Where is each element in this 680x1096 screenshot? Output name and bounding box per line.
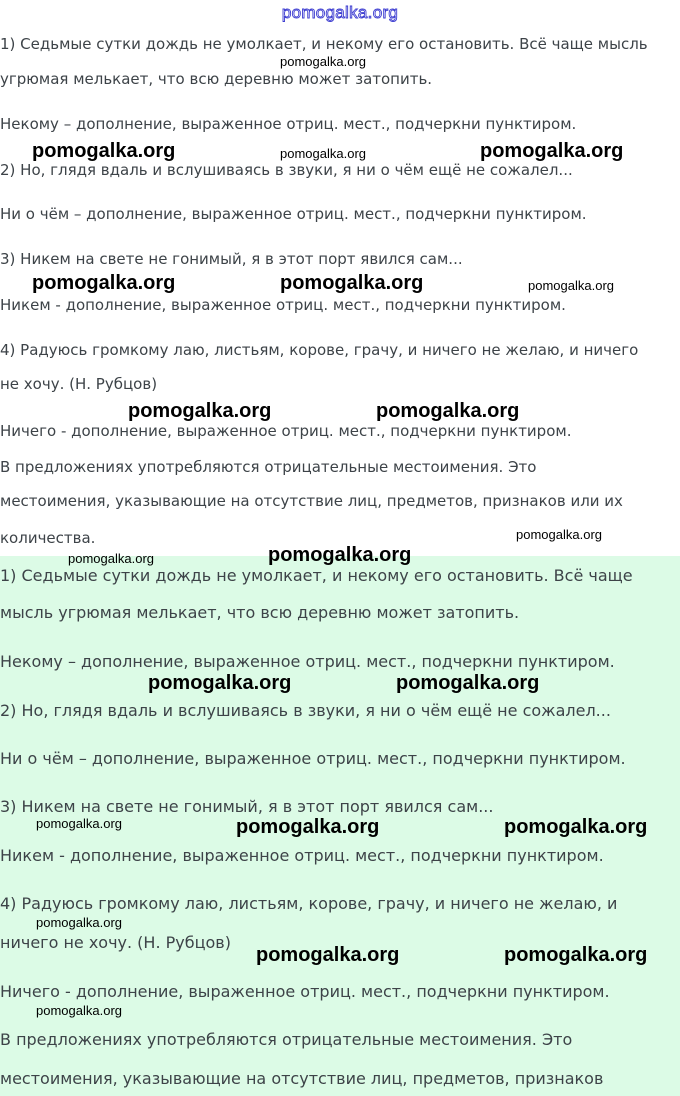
watermark: pomogalka.org bbox=[36, 1003, 122, 1018]
text-line: мысль угрюмая мелькает, что всю деревню может затопить. bbox=[0, 603, 520, 622]
watermark: pomogalka.org bbox=[396, 672, 540, 694]
text-line: 4) Радуюсь громкому лаю, листьям, корове, грачу, и ничего не желаю, и ничего bbox=[0, 341, 639, 359]
watermark: pomogalka.org bbox=[236, 816, 380, 838]
watermark: pomogalka.org bbox=[528, 278, 614, 293]
text-line: угрюмая мелькает, что всю деревню может затопить. bbox=[0, 70, 433, 88]
text-line: В предложениях употребляются отрицательные местоимения. Это bbox=[0, 1030, 573, 1049]
watermark: pomogalka.org bbox=[32, 140, 176, 162]
text-line: местоимения, указывающие на отсутствие лиц, предметов, признаков bbox=[0, 1069, 604, 1088]
watermark: pomogalka.org bbox=[280, 146, 366, 161]
text-line: Никем - дополнение, выраженное отриц. мест., подчеркни пунктиром. bbox=[0, 296, 566, 314]
text-line: Никем - дополнение, выраженное отриц. мест., подчеркни пунктиром. bbox=[0, 846, 604, 865]
text-line: ничего не хочу. (Н. Рубцов) bbox=[0, 933, 231, 952]
text-line: Ни о чём – дополнение, выраженное отриц. мест., подчеркни пунктиром. bbox=[0, 205, 587, 223]
text-line: Ничего - дополнение, выраженное отриц. мест., подчеркни пунктиром. bbox=[0, 982, 610, 1001]
watermark: pomogalka.org bbox=[280, 272, 424, 294]
text-line: 3) Никем на свете не гонимый, я в этот порт явился сам... bbox=[0, 797, 494, 816]
site-logo[interactable]: pomogalka.org bbox=[281, 3, 399, 22]
text-line: 1) Седьмые сутки дождь не умолкает, и некому его остановить. Всё чаще мысль bbox=[0, 35, 648, 53]
text-line: местоимения, указывающие на отсутствие лиц, предметов, признаков или их bbox=[0, 492, 623, 510]
text-line: В предложениях употребляются отрицательные местоимения. Это bbox=[0, 458, 537, 476]
text-line: не хочу. (Н. Рубцов) bbox=[0, 375, 158, 393]
watermark: pomogalka.org bbox=[256, 944, 400, 966]
watermark: pomogalka.org bbox=[504, 816, 648, 838]
text-line: 4) Радуюсь громкому лаю, листьям, корове, грачу, и ничего не желаю, и bbox=[0, 894, 618, 913]
text-line: Некому – дополнение, выраженное отриц. мест., подчеркни пунктиром. bbox=[0, 652, 615, 671]
watermark: pomogalka.org bbox=[480, 140, 624, 162]
text-line: 1) Седьмые сутки дождь не умолкает, и некому его остановить. Всё чаще bbox=[0, 566, 633, 585]
watermark: pomogalka.org bbox=[280, 54, 366, 69]
watermark: pomogalka.org bbox=[268, 544, 412, 566]
text-line: 3) Никем на свете не гонимый, я в этот порт явился сам... bbox=[0, 250, 463, 268]
text-line: Некому – дополнение, выраженное отриц. мест., подчеркни пунктиром. bbox=[0, 115, 577, 133]
watermark: pomogalka.org bbox=[68, 551, 154, 566]
watermark: pomogalka.org bbox=[516, 527, 602, 542]
watermark: pomogalka.org bbox=[504, 944, 648, 966]
watermark: pomogalka.org bbox=[148, 672, 292, 694]
watermark: pomogalka.org bbox=[376, 400, 520, 422]
watermark: pomogalka.org bbox=[32, 272, 176, 294]
watermark: pomogalka.org bbox=[128, 400, 272, 422]
text-line: Ни о чём – дополнение, выраженное отриц. мест., подчеркни пунктиром. bbox=[0, 749, 626, 768]
watermark: pomogalka.org bbox=[36, 915, 122, 930]
watermark: pomogalka.org bbox=[36, 816, 122, 831]
text-line: 2) Но, глядя вдаль и вслушиваясь в звуки, я ни о чём ещё не сожалел... bbox=[0, 701, 611, 720]
text-line: Ничего - дополнение, выраженное отриц. мест., подчеркни пунктиром. bbox=[0, 422, 572, 440]
text-line: количества. bbox=[0, 529, 96, 547]
text-line: 2) Но, глядя вдаль и вслушиваясь в звуки, я ни о чём ещё не сожалел... bbox=[0, 161, 573, 179]
